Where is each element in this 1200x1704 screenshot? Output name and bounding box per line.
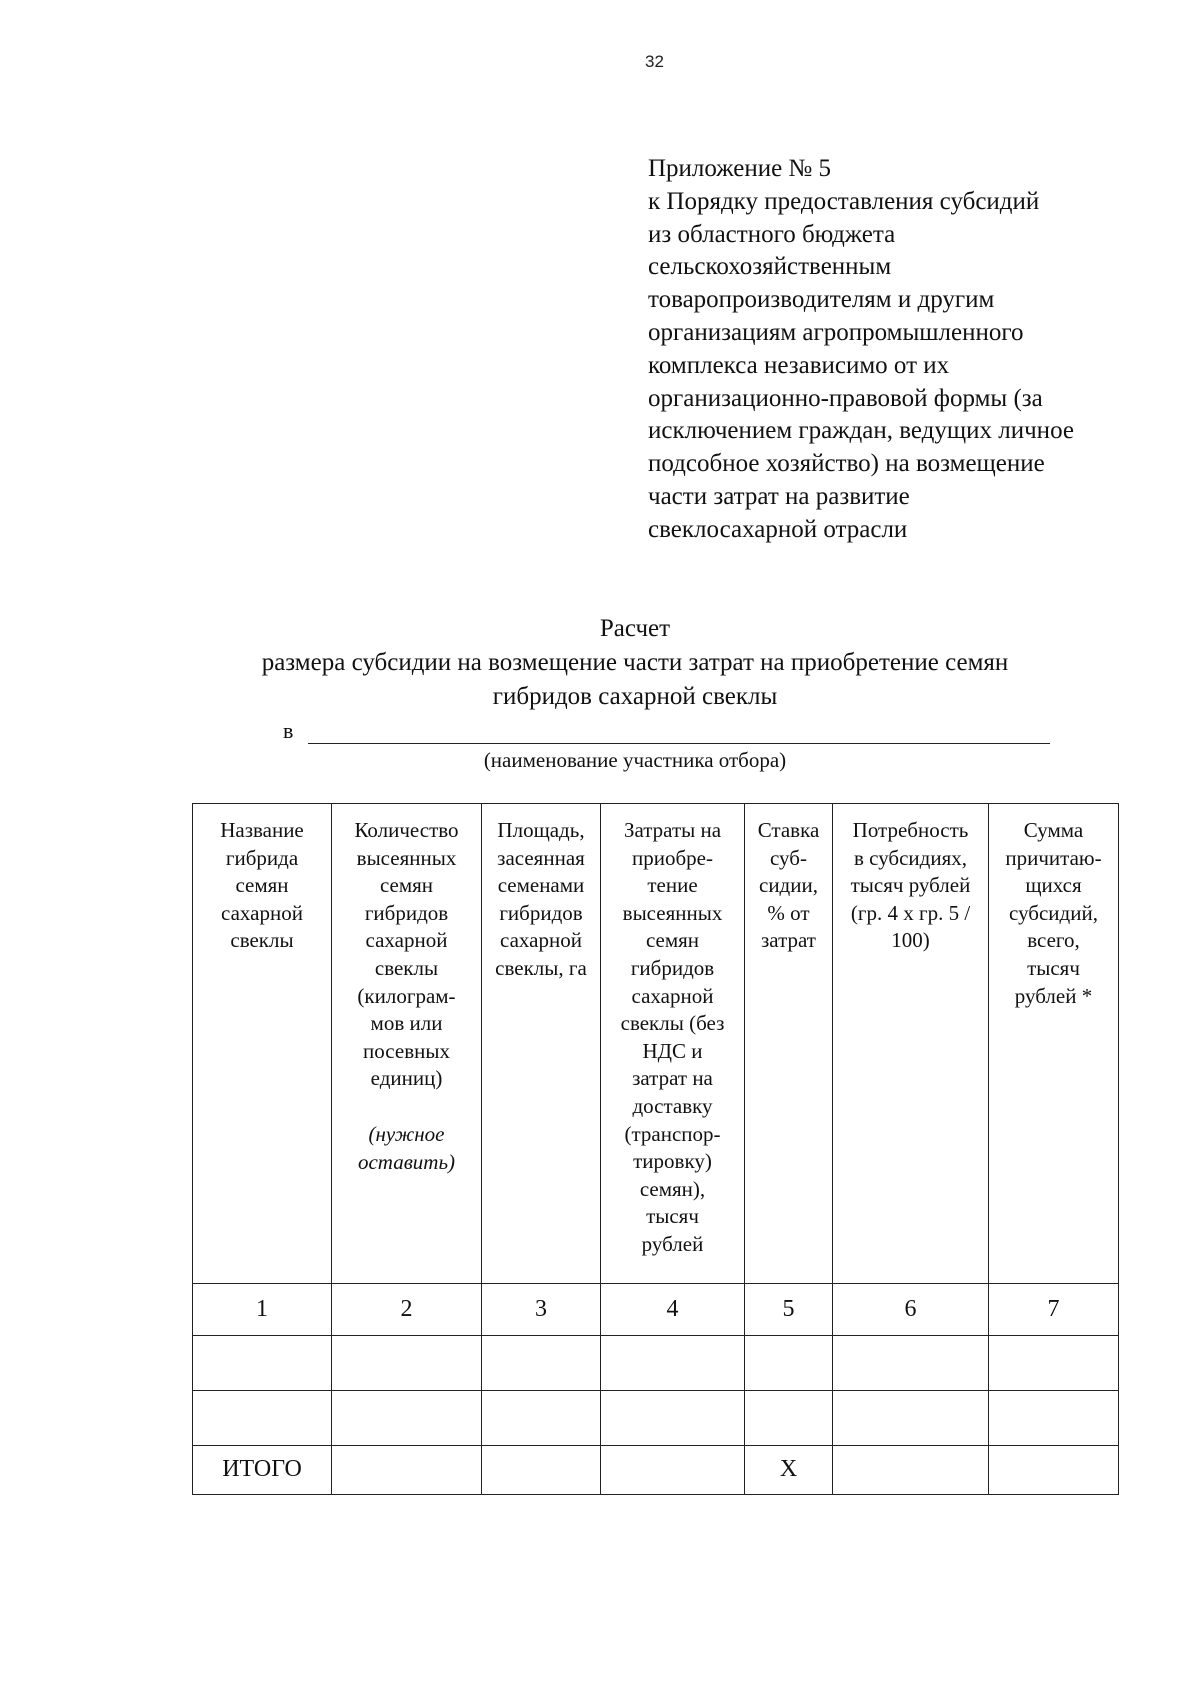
- table-cell: [989, 1336, 1119, 1391]
- page-number: 32: [645, 52, 664, 71]
- participant-caption: (наименование участника отбора): [483, 748, 787, 772]
- header-cell-6: Потребность в субсидиях, тысяч рублей (гр. 4 х гр. 5 / 100): [833, 804, 989, 1284]
- title-line-2: размера субсидии на возмещение части затрат на приобретение семян: [261, 649, 1009, 676]
- table-row: [193, 1391, 1119, 1446]
- header-cell-5: Ставка суб- сидии, % от затрат: [745, 804, 833, 1284]
- column-number: 2: [332, 1284, 482, 1336]
- total-rate-cell: Х: [745, 1446, 833, 1495]
- column-number: 1: [193, 1284, 332, 1336]
- header-cell-3: Площадь, засеянная семенами гибридов сахарной свеклы, га: [482, 804, 601, 1284]
- header-note: (нужное: [368, 1121, 445, 1146]
- appendix-line: к Порядку предоставления субсидий: [648, 187, 1040, 215]
- column-number: 5: [745, 1284, 833, 1336]
- table-cell: [601, 1446, 745, 1495]
- table-cell: [193, 1391, 332, 1446]
- appendix-line: комплекса независимо от их: [648, 351, 950, 379]
- header-cell-4: Затраты на приобре- тение высеянных семян гибридов сахарной свеклы (без НДС и затрат на доставку (транспор- тировку) семян), тысяч рублей: [601, 804, 745, 1284]
- appendix-line: исключением граждан, ведущих личное: [648, 417, 1074, 445]
- column-number: 6: [833, 1284, 989, 1336]
- table-header-row: [193, 804, 1119, 1284]
- header-cell-2: Количество высеянных семян гибридов сахарной свеклы (килограм- мов или посевных единиц) (нужное оставить): [332, 804, 482, 1284]
- table-cell: [482, 1446, 601, 1495]
- table-cell: [193, 1336, 332, 1391]
- column-number: 3: [482, 1284, 601, 1336]
- document-title: [0, 612, 1200, 714]
- appendix-line: из областного бюджета: [648, 220, 896, 248]
- column-number: 7: [989, 1284, 1119, 1336]
- appendix-line: свеклосахарной отрасли: [648, 515, 908, 543]
- header-cell-1: Название гибрида семян сахарной свеклы: [193, 804, 332, 1284]
- appendix-line: организационно-правовой формы (за: [648, 384, 1043, 412]
- appendix-header: [648, 153, 1168, 547]
- title-line-1: Расчет: [599, 615, 671, 642]
- total-row: [193, 1446, 1119, 1495]
- table-cell: [989, 1391, 1119, 1446]
- total-label: ИТОГО: [193, 1446, 332, 1495]
- participant-fill-line: [308, 743, 1050, 744]
- table-cell: [601, 1336, 745, 1391]
- table-cell: [482, 1391, 601, 1446]
- table-cell: [332, 1446, 482, 1495]
- column-number-row: [193, 1284, 1119, 1336]
- table-row: [193, 1336, 1119, 1391]
- table-cell: [601, 1391, 745, 1446]
- table-cell: [833, 1391, 989, 1446]
- participant-prefix: в: [283, 718, 294, 743]
- appendix-line: Приложение № 5: [648, 155, 832, 182]
- appendix-line: организациям агропромышленного: [648, 318, 1024, 346]
- header-cell-7: Сумма причитаю- щихся субсидий, всего, тысяч рублей *: [989, 804, 1119, 1284]
- appendix-line: подсобное хозяйство) на возмещение: [648, 450, 1045, 478]
- appendix-line: части затрат на развитие: [648, 482, 910, 510]
- column-number: 4: [601, 1284, 745, 1336]
- subsidy-calculation-table: [192, 803, 1119, 1495]
- header-note: оставить): [357, 1149, 456, 1174]
- table-cell: [833, 1446, 989, 1495]
- table-cell: [833, 1336, 989, 1391]
- table-cell: [332, 1391, 482, 1446]
- table-cell: [332, 1336, 482, 1391]
- title-line-3: гибридов сахарной свеклы: [492, 683, 778, 710]
- appendix-line: сельскохозяйственным: [648, 253, 892, 281]
- table-cell: [482, 1336, 601, 1391]
- table-cell: [989, 1446, 1119, 1495]
- table-cell: [745, 1336, 833, 1391]
- appendix-line: товаропроизводителям и другим: [648, 286, 995, 314]
- table-cell: [745, 1391, 833, 1446]
